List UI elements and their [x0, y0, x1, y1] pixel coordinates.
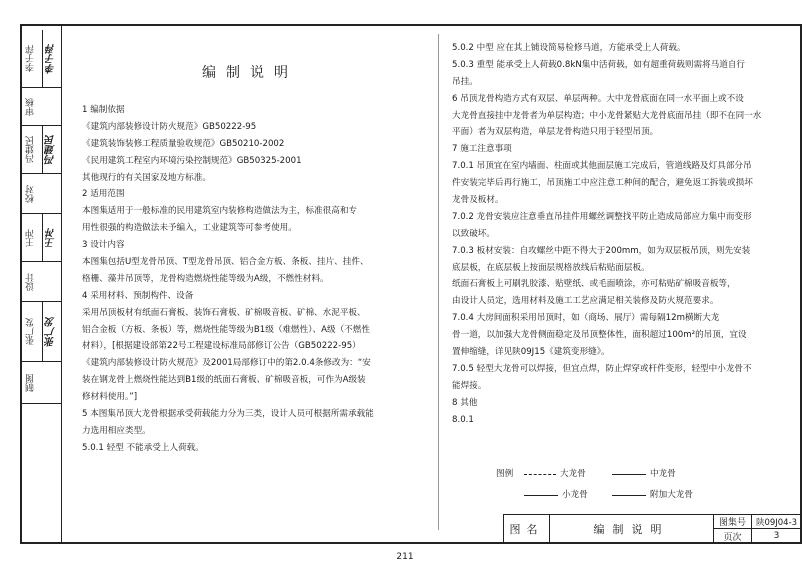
- text-line: 大龙骨直接挂中龙骨者为单层构造；中小龙骨紧贴大龙骨底面吊挂（即不在同一水: [452, 110, 762, 121]
- sidebar-label-text: 张广发: [25, 318, 36, 345]
- signature: [42, 302, 61, 361]
- title-block-atlas-label: 图集号: [714, 515, 752, 529]
- legend-line-minor: [524, 495, 558, 496]
- text-line: 7.0.3 板材安装：自攻螺丝中距不得大于200mm，如为双层板吊顶，则先安装: [452, 245, 751, 256]
- text-line: 5.0.2 中型 应在其上铺设简易检修马道，方能承受上人荷载。: [452, 43, 686, 53]
- sidebar-label-text: 制图: [25, 373, 36, 392]
- text-line: 龙骨及板材。: [452, 195, 504, 206]
- text-line: 7.0.5 轻型大龙骨可以焊接，但宜点焊，防止焊穿或杆件变形，轻型中小龙骨不: [452, 363, 752, 374]
- sidebar-cell: [20, 302, 62, 362]
- sidebar-label: [22, 214, 40, 261]
- sidebar-label-text: 冯建民: [25, 136, 36, 163]
- left-column: [82, 102, 432, 457]
- sidebar-cell: [20, 214, 62, 262]
- text-line: 用性很强的构造做法未予编入，工业建筑等可参考使用。: [82, 223, 297, 234]
- sidebar-cell: [20, 30, 62, 88]
- sidebar-cell: [20, 262, 62, 302]
- text-line: 8 其他: [452, 397, 478, 408]
- text-line: 采用吊顶板材有纸面石膏板、装饰石膏板、矿棉吸音板、矿棉、水泥平板、: [82, 307, 366, 318]
- text-line: 7.0.2 龙骨安装应注意垂直吊挂件用螺丝调整找平防止造成局部应力集中而变形: [452, 211, 752, 222]
- text-line: 5.0.1 轻型 不能承受上人荷载。: [82, 442, 204, 453]
- sidebar-label-text: 李子萍: [25, 45, 36, 72]
- sidebar-label: [22, 30, 40, 87]
- text-line: 格栅、藻井吊顶等，龙骨构造燃烧性能等级为A级，不燃性材料。: [82, 273, 329, 284]
- text-line: 7.0.1 吊顶宜在室内墙面、柱面或其他面层施工完成后，管道线路及灯具部分吊: [452, 161, 752, 172]
- legend-label-main: 大龙骨: [560, 469, 586, 479]
- text-line: 5.0.3 重型 能承受上人荷载0.8kN集中活荷载，如有超重荷载则需将马道自行: [452, 59, 746, 70]
- text-line: 其他现行的有关国家及地方标准。: [82, 172, 211, 183]
- text-line: 置伸缩缝，详见陕09J15《建筑变形缝》。: [452, 347, 610, 358]
- sidebar-label: [22, 362, 40, 403]
- text-line: 骨一道，以加强大龙骨侧面稳定及吊顶整体性，面积超过100m²的吊顶，宜设: [452, 330, 747, 341]
- sidebar-cell: [20, 88, 62, 126]
- signature: [42, 126, 61, 173]
- page-number: 211: [396, 552, 414, 562]
- sidebar-cell: [20, 362, 62, 404]
- column-divider: [438, 34, 439, 530]
- text-line: 能焊接。: [452, 380, 487, 391]
- text-line: 铝合金板（方板、条板）等，燃烧性能等级为B1级（难燃性）、A级（不燃性: [82, 324, 370, 335]
- text-line: 《建筑内部装修设计防火规范》及2001局部修订中的第2.0.4条修改为：“安: [82, 358, 371, 369]
- legend-label-secondary: 中龙骨: [650, 469, 676, 479]
- text-line: 吊挂。: [452, 76, 478, 87]
- sidebar-label: [22, 88, 40, 125]
- text-line: 纸面石膏板上可刷乳胶漆、贴壁纸、或毛面喷涂，亦可粘贴矿棉吸音板等，: [452, 279, 736, 290]
- text-line: 件安装完毕后再行施工，吊顶施工中应注意工种间的配合，避免返工拆装或损坏: [452, 178, 753, 189]
- text-line: 修材料使用。”]: [82, 392, 138, 403]
- legend-line-secondary: [612, 474, 646, 475]
- title-block: [503, 514, 802, 544]
- text-line: 5 本图集吊顶大龙骨根据承受荷载能力分为三类，设计人员可根据所需承载能: [82, 409, 374, 420]
- signature-text: 李子萍: [46, 43, 57, 74]
- text-line: 6 吊顶龙骨构造方式有双层、单层两种。大中龙骨底面在同一水平面上或不设: [452, 93, 744, 104]
- sidebar-cell: [20, 174, 62, 214]
- sidebar-label-text: 王冲: [25, 228, 36, 247]
- legend-label-minor: 小龙骨: [562, 490, 588, 500]
- text-line: 1 编制依据: [82, 105, 125, 115]
- legend-label-additional: 附加大龙骨: [650, 490, 693, 500]
- text-line: 8.0.1: [452, 414, 474, 425]
- signature-text: 冯建民: [46, 134, 57, 165]
- title-block-page-label: 页次: [714, 529, 752, 543]
- signature-text: 王冲: [46, 227, 57, 248]
- sidebar-label: [22, 126, 40, 173]
- sidebar-label-text: 校对: [25, 184, 36, 203]
- signature: [42, 30, 61, 87]
- text-line: 材料），[根据建设部第22号工程建设标准局部修订公告（GB50222-95）: [82, 341, 361, 352]
- approval-sidebar: [20, 24, 62, 544]
- text-line: 3 设计内容: [82, 240, 125, 251]
- text-line: 《民用建筑工程室内环境污染控制规范》GB50325-2001: [82, 155, 302, 166]
- legend-line-main: [524, 474, 556, 475]
- title-block-page-value: 3: [773, 531, 780, 541]
- sidebar-label: [22, 262, 40, 301]
- text-line: 本图集适用于一般标准的民用建筑室内装修构造做法为主，标准很高和专: [82, 206, 358, 217]
- sidebar-label: [22, 174, 40, 213]
- text-line: 4 采用材料、预制构件、设备: [82, 290, 194, 301]
- text-line: 由设计人员定，选用材料及施工工艺应满足相关装修及防火规范要求。: [452, 296, 719, 307]
- text-line: 力选用相应类型。: [82, 425, 151, 436]
- sidebar-cell: [20, 126, 62, 174]
- right-column: [452, 40, 792, 428]
- page-title: 编制说明: [202, 65, 298, 81]
- text-line: 装在钢龙骨上燃烧性能达到B1级的纸面石膏板、矿棉吸音板，可作为A级装: [82, 375, 366, 386]
- text-line: 以致破坏。: [452, 228, 495, 239]
- signature: [42, 214, 61, 261]
- title-block-name-value: 编制说明: [550, 515, 714, 543]
- text-line: 2 适用范围: [82, 189, 125, 200]
- sidebar-label-text: 审核: [25, 97, 36, 116]
- signature-text: 张广发: [46, 316, 57, 347]
- text-line: 平面）者为双层构造，单层龙骨构造只用于轻型吊顶。: [452, 127, 659, 138]
- sidebar-label: [22, 302, 40, 361]
- legend-line-additional: [612, 495, 646, 496]
- title-block-name-label: 图名: [504, 515, 550, 543]
- text-line: 《建筑装饰装修工程质量验收规范》GB50210-2002: [82, 138, 285, 149]
- text-line: 《建筑内部装修设计防火规范》GB50222-95: [82, 121, 257, 132]
- text-line: 底层板，在底层板上按面层规格放线后粘贴面层板。: [452, 262, 650, 273]
- text-line: 7 施工注意事项: [452, 144, 512, 155]
- title-block-atlas-value: 陕09J04-3: [752, 515, 801, 529]
- text-line: 本图集包括U型龙骨吊顶、T型龙骨吊顶、铝合金方板、条板、挂片、挂件、: [82, 257, 369, 268]
- text-line: 7.0.4 大房间面积采用吊顶时，如（商场、展厅）需每隔12m横断大龙: [452, 313, 720, 324]
- legend-title: 图例: [496, 469, 514, 479]
- sidebar-label-text: 设计: [25, 272, 36, 291]
